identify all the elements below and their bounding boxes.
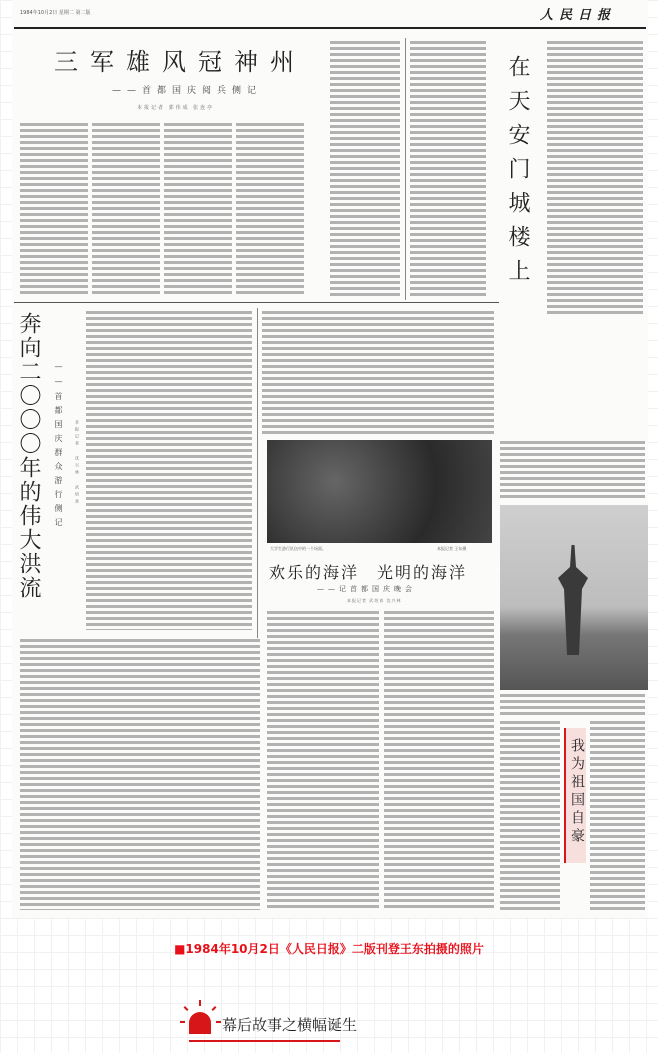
photo-caption-red: ■1984年10月2日《人民日报》二版刊登王东拍摄的照片 [174, 942, 484, 956]
headline-evening-gala: 欢乐的海洋 光明的海洋 [269, 563, 468, 582]
alarm-light-icon [180, 1000, 210, 1036]
headline-military-parade: 三军雄风冠神州 [54, 48, 306, 76]
photo-caption: 大学生游行队伍中的一个场面。 [270, 546, 326, 551]
masthead: 人民日报 [540, 8, 617, 23]
dateline: 1984年10月2日 星期二 第二版 [20, 10, 91, 16]
tower-photo [500, 505, 648, 690]
subtitle-parade-march: ——首都国庆群众游行侧记 [54, 362, 63, 532]
headline-proud-of-motherland: 我为祖国自豪 [569, 738, 585, 846]
section-title: 幕后故事之横幅诞生 [222, 1016, 358, 1034]
section-underline [189, 1040, 340, 1042]
headline-parade-march: 奔向二〇〇〇年的伟大洪流 [16, 312, 41, 600]
newspaper-page [12, 0, 648, 918]
byline-parade-march: 本报记者 沈兴林 武培真 [75, 420, 80, 506]
subtitle-military-parade: ——首都国庆阅兵侧记 [112, 86, 263, 96]
photo-credit: 本报记者 王东摄 [437, 546, 467, 551]
byline-military-parade: 本报记者 郭伟成 张连亭 [137, 105, 215, 111]
subtitle-evening-gala: ——记首都国庆晚会 [317, 585, 416, 593]
byline-evening-gala: 本报记者 武培真 沈兴林 [347, 598, 402, 603]
crowd-photo [267, 440, 492, 543]
headline-tiananmen-rostrum: 在天安门城楼上 [505, 55, 530, 293]
